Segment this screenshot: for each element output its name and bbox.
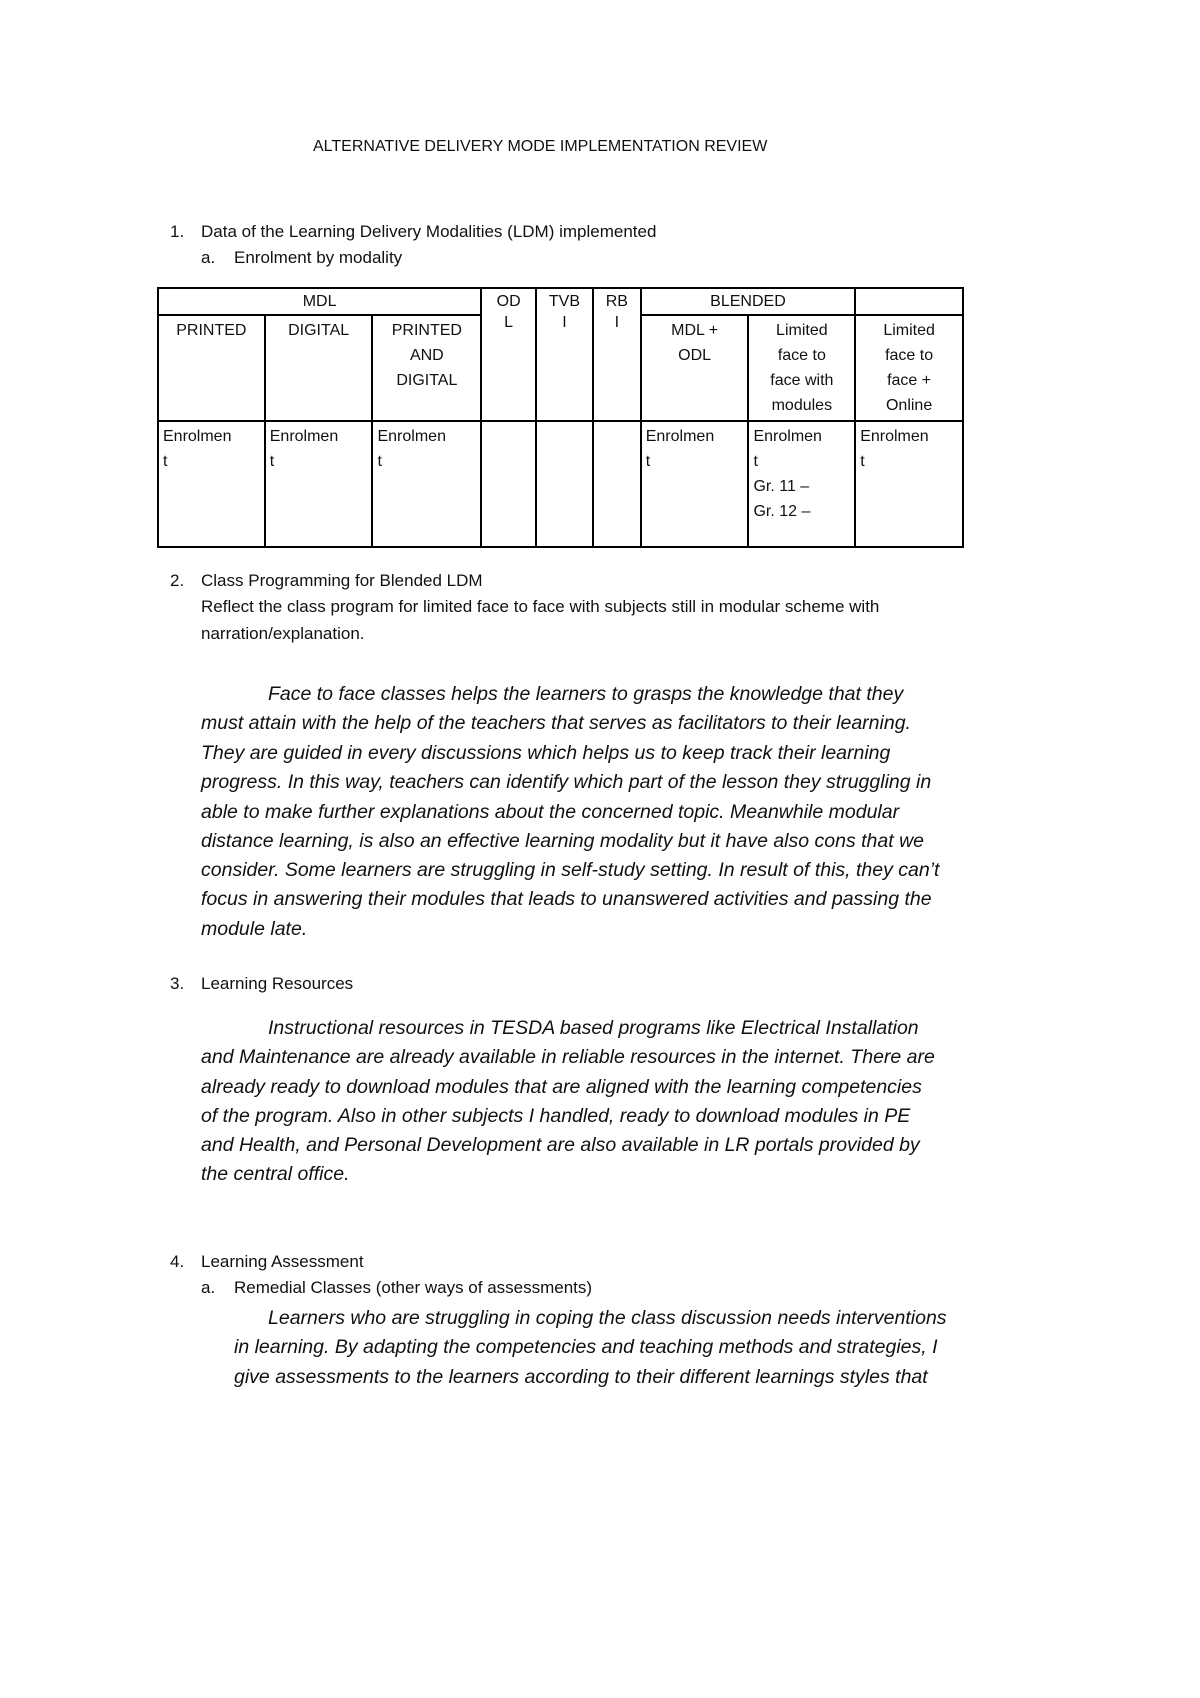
sub-letter: a. — [201, 1278, 216, 1297]
table-cell: Enrolmen t Gr. 11 – Gr. 12 – — [748, 421, 855, 547]
table-row — [158, 288, 963, 315]
section-number: 2. — [170, 571, 185, 590]
section-heading: Data of the Learning Delivery Modalities (LDM) implemented — [201, 222, 657, 241]
instruction-line: Reflect the class program for limited face to face with subjects still in modular scheme with — [201, 597, 880, 616]
table-cell: Limited face to face + Online — [855, 315, 963, 421]
table-cell — [593, 421, 641, 547]
paragraph-line: module late. — [201, 918, 308, 940]
paragraph-line: already ready to download modules that are aligned with the learning competencies — [201, 1076, 922, 1098]
table-cell: Enrolmen t — [372, 421, 481, 547]
table-cell: BLENDED — [641, 288, 855, 315]
document-title: ALTERNATIVE DELIVERY MODE IMPLEMENTATION REVIEW — [313, 138, 768, 155]
paragraph-line: Learners who are struggling in coping the class discussion needs interventions — [268, 1307, 947, 1329]
paragraph-line: Instructional resources in TESDA based programs like Electrical Installation — [268, 1017, 919, 1039]
table-cell: Enrolmen t — [855, 421, 963, 547]
table-cell: MDL — [158, 288, 481, 315]
paragraph-line: consider. Some learners are struggling in self-study setting. In result of this, they can’t — [201, 859, 940, 881]
paragraph-line: progress. In this way, teachers can identify which part of the lesson they struggling in — [201, 771, 932, 793]
table-cell: TVB I — [536, 288, 593, 421]
enrolment-table — [157, 287, 964, 548]
paragraph-line: the central office. — [201, 1163, 350, 1185]
sub-heading: Remedial Classes (other ways of assessments) — [234, 1278, 593, 1297]
paragraph-line: and Maintenance are already available in reliable resources in the internet. There are — [201, 1046, 935, 1068]
sub-heading: Enrolment by modality — [234, 248, 403, 267]
sub-letter: a. — [201, 248, 216, 267]
paragraph-line: in learning. By adapting the competencies and teaching methods and strategies, I — [234, 1336, 938, 1358]
paragraph-line: able to make further explanations about the concerned topic. Meanwhile modular — [201, 801, 900, 823]
paragraph-line: must attain with the help of the teachers that serves as facilitators to their learning. — [201, 712, 911, 734]
section-number: 3. — [170, 974, 185, 993]
instruction-line: narration/explanation. — [201, 624, 365, 643]
paragraph-line: Face to face classes helps the learners to grasps the knowledge that they — [268, 683, 904, 705]
table-cell: Enrolmen t — [158, 421, 265, 547]
table-cell: Enrolmen t — [641, 421, 749, 547]
table-cell: PRINTED — [158, 315, 265, 421]
section-heading: Learning Resources — [201, 974, 354, 993]
table-cell: Enrolmen t — [265, 421, 373, 547]
section-heading: Class Programming for Blended LDM — [201, 571, 483, 590]
table-row — [158, 421, 963, 547]
section-number: 1. — [170, 222, 185, 241]
table-cell: MDL + ODL — [641, 315, 749, 421]
table-cell: RB I — [593, 288, 641, 421]
table-cell: Limited face to face with modules — [748, 315, 855, 421]
table-cell — [481, 421, 536, 547]
paragraph-line: focus in answering their modules that leads to unanswered activities and passing the — [201, 888, 932, 910]
table-cell: PRINTED AND DIGITAL — [372, 315, 481, 421]
table-cell — [536, 421, 593, 547]
paragraph-line: give assessments to the learners according to their different learnings styles that — [234, 1366, 928, 1388]
paragraph-line: of the program. Also in other subjects I handled, ready to download modules in PE — [201, 1105, 911, 1127]
section-heading: Learning Assessment — [201, 1252, 364, 1271]
table-cell: OD L — [481, 288, 536, 421]
paragraph-line: and Health, and Personal Development are also available in LR portals provided by — [201, 1134, 920, 1156]
paragraph-line: distance learning, is also an effective learning modality but it have also cons that we — [201, 830, 924, 852]
paragraph-line: They are guided in every discussions which helps us to keep track their learning — [201, 742, 891, 764]
table-cell: DIGITAL — [265, 315, 373, 421]
section-number: 4. — [170, 1252, 185, 1271]
table-cell — [855, 288, 963, 315]
